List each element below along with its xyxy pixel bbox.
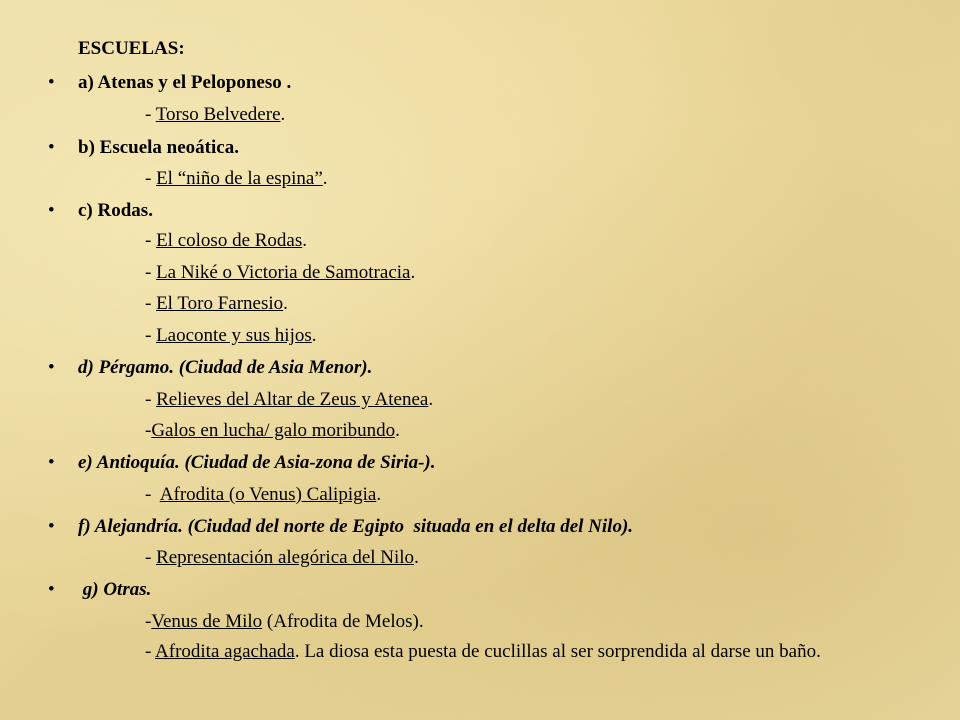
item-galos [145, 420, 400, 442]
item-suffix: . [376, 484, 382, 505]
item-prefix: - [145, 641, 156, 662]
item-calipigia [145, 484, 381, 506]
item-suffix: . [410, 262, 416, 283]
item-afrodita-agachada [78, 641, 888, 663]
page-title: ESCUELAS: [78, 38, 185, 59]
bullet-c: • [48, 200, 55, 221]
item-nilo [145, 547, 419, 569]
item-laoconte [145, 325, 317, 347]
heading-alejandria: f) Alejandría. (Ciudad del norte de Egipto situada en el delta del Nilo). [78, 516, 634, 537]
item-toro-farnesio [145, 293, 288, 315]
item-prefix: - [145, 420, 152, 441]
item-suffix: . [414, 547, 419, 568]
heading-atenas: a) Atenas y el Peloponeso . [78, 72, 292, 93]
heading-rodas: c) Rodas. [78, 200, 153, 221]
link-laoconte[interactable]: Laoconte y sus hijos [156, 325, 312, 346]
item-coloso-rodas [145, 230, 307, 252]
link-galos[interactable]: Galos en lucha/ galo moribundo [151, 420, 396, 441]
bullet-a: • [48, 72, 55, 93]
item-suffix: . [395, 420, 400, 441]
item-suffix: . [322, 168, 328, 189]
item-prefix: - [145, 547, 157, 568]
link-coloso-rodas[interactable]: El coloso de Rodas [156, 230, 303, 251]
item-altar-zeus [145, 389, 433, 411]
item-torso-belvedere [145, 104, 285, 126]
item-suffix: . [283, 293, 288, 314]
item-suffix: . [311, 325, 317, 346]
item-suffix: . [280, 104, 286, 125]
item-prefix: - [145, 389, 157, 410]
item-prefix: - [145, 168, 157, 189]
item-prefix: - [145, 611, 152, 632]
link-samotracia[interactable]: La Niké o Victoria de Samotracia [156, 262, 411, 283]
item-samotracia [145, 262, 415, 284]
link-nilo[interactable]: Representación alegórica del Nilo [156, 547, 415, 568]
item-suffix: . La diosa esta puesta de cuclillas al ser sorprendida al darse un baño. [294, 641, 821, 662]
heading-otras: g) Otras. [78, 579, 152, 600]
item-prefix: - [145, 293, 157, 314]
link-toro-farnesio[interactable]: El Toro Farnesio [156, 293, 284, 314]
item-prefix: - [145, 230, 157, 251]
item-suffix: (Afrodita de Melos). [262, 611, 424, 632]
link-nino-espina[interactable]: El “niño de la espina” [156, 168, 323, 189]
item-prefix: - [145, 104, 156, 125]
heading-antioquia: e) Antioquía. (Ciudad de Asia-zona de Siria-). [78, 452, 436, 473]
link-torso-belvedere[interactable]: Torso Belvedere [155, 104, 281, 125]
link-calipigia[interactable]: Afrodita (o Venus) Calipigia [159, 484, 377, 505]
bullet-e: • [48, 452, 55, 473]
link-venus-milo[interactable]: Venus de Milo [151, 611, 263, 632]
heading-neoatica: b) Escuela neoática. [78, 137, 239, 158]
bullet-d: • [48, 357, 55, 378]
link-afrodita-agachada[interactable]: Afrodita agachada [155, 641, 295, 662]
bullet-b: • [48, 137, 55, 158]
item-suffix: . [302, 230, 308, 251]
item-nino-espina [145, 168, 328, 190]
heading-pergamo: d) Pérgamo. (Ciudad de Asia Menor). [78, 357, 373, 378]
item-prefix: - [145, 262, 157, 283]
bullet-f: • [48, 516, 55, 537]
item-prefix: - [145, 325, 157, 346]
item-suffix: . [428, 389, 434, 410]
link-altar-zeus[interactable]: Relieves del Altar de Zeus y Atenea [156, 389, 429, 410]
item-venus-milo [145, 611, 424, 633]
bullet-g: • [48, 579, 55, 600]
item-prefix: - [145, 484, 160, 505]
